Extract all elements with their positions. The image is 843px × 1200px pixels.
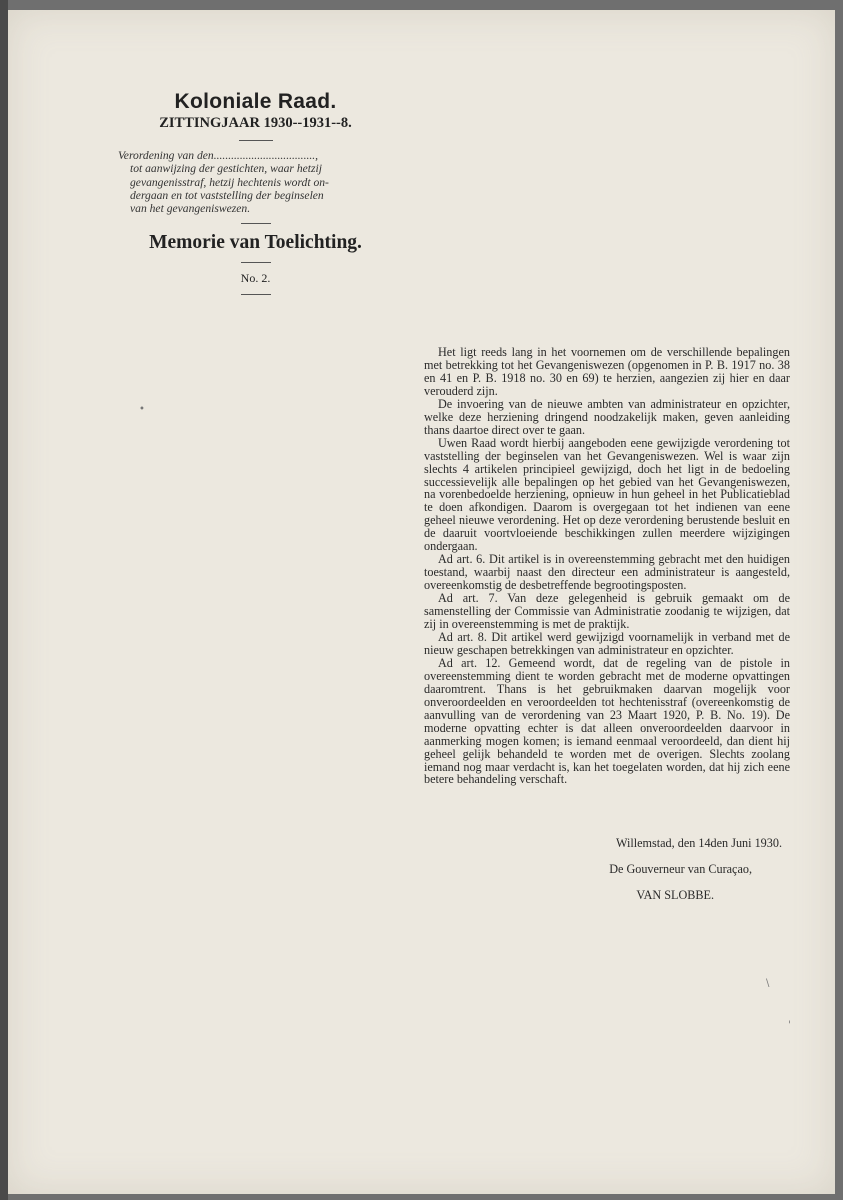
subject-line: Verordening van den..................................., bbox=[118, 149, 319, 162]
subject-line: dergaan en tot vaststelling der beginselen bbox=[130, 188, 324, 202]
paper-mark: \ bbox=[766, 978, 770, 989]
paragraph: Ad art. 6. Dit artikel is in overeenstemming gebracht met den huidigen toestand, waarbij naast den directeur een administrateur is aangesteld, overeenkomstig de desbetreffende begrootingsposten. bbox=[424, 552, 790, 593]
subject-line: van het gevangeniswezen. bbox=[130, 202, 251, 216]
paragraph: Het ligt reeds lang in het voornemen om de verschillende bepalingen met betrekking tot het Gevangeniswezen (opgenomen in P. B. 1917 no. 38 en 41 en P. B. 1918 no. 30 en 69) te herzien, aangezien zij hier en daar verouderd zijn. bbox=[424, 345, 790, 398]
paragraph: De invoering van de nieuwe ambten van administrateur en opzichter, welke deze herziening dringend noodzakelijk maken, geven aanleiding thans daartoe direct over te gaan. bbox=[424, 396, 790, 437]
signature-place-date: Willemstad, den 14den Juni 1930. bbox=[615, 836, 782, 850]
session-year: ZITTINGJAAR 1930--1931--8. bbox=[159, 115, 352, 131]
paper-mark: ' bbox=[788, 1020, 791, 1031]
paper-speck: • bbox=[139, 404, 145, 415]
paragraph: Ad art. 12. Gemeend wordt, dat de regeling van de pistole in overeenstemming dient te worden gebracht met de moderne opvattingen daaromtrent. Thans is het gebruikmaken daarvan mogelijk voor onveroordeelden en veroordeelden tot hechtenisstraf (overeenkomstig de aanvulling van de verordening van 23 Maart 1920, P. B. No. 19). De moderne opvatting echter is dat alleen onveroordeelden daarvoor in aanmerking mogen komen; is iemand eenmaal veroordeeld, dan dient hij geheel gelijk behandeld te worden met de overigen. Slechts zoolang iemand nog maar verdacht is, kan het toegelaten worden, dat hij zich eene betere behandeling verschaft. bbox=[424, 655, 790, 787]
signature-name: VAN SLOBBE. bbox=[636, 888, 714, 902]
document-title: Memorie van Toelichting. bbox=[149, 232, 362, 254]
council-title: Koloniale Raad. bbox=[174, 90, 337, 113]
paragraph: Ad art. 7. Van deze gelegenheid is gebruik gemaakt om de samenstelling der Commissie van Administratie zoodanig te wijzigen, dat zij in overeenstemming is met de praktijk. bbox=[424, 591, 790, 632]
scan-border bbox=[0, 0, 8, 1200]
signature-role: De Gouverneur van Curaçao, bbox=[609, 862, 752, 876]
subject-line: gevangenisstraf, hetzij hechtenis wordt on- bbox=[130, 175, 329, 189]
document-number: No. 2. bbox=[240, 271, 271, 286]
memorandum-body bbox=[424, 346, 790, 786]
document-header bbox=[118, 80, 393, 303]
divider bbox=[241, 262, 271, 263]
paragraph: Uwen Raad wordt hierbij aangeboden eene gewijzigde verordening tot vaststelling der beginselen van het Gevangeniswezen. Wel is waar zijn slechts 4 artikelen principieel gewijzigd, doch het ligt in de bedoeling successievelijk alle bepalingen op het gebied van het Gevangeniswezen, na vorenbedoelde herziening, opnieuw in hun geheel in het Publicatieblad te doen afkondigen. Daarom is overgegaan tot het indienen van eene geheel nieuwe verordening. Het op deze verordening berustende besluit en de daaruit voortvloeiende beschikkingen zullen meerdere wijzigingen ondergaan. bbox=[424, 435, 790, 554]
paragraph: Ad art. 8. Dit artikel werd gewijzigd voornamelijk in verband met de nieuw geschapen betrekkingen van administrateur en opzichter. bbox=[424, 629, 790, 657]
divider bbox=[241, 223, 271, 224]
ordinance-subject bbox=[118, 149, 382, 215]
divider bbox=[241, 294, 271, 295]
divider bbox=[239, 140, 273, 141]
subject-line: tot aanwijzing der gestichten, waar hetzij bbox=[130, 162, 322, 176]
